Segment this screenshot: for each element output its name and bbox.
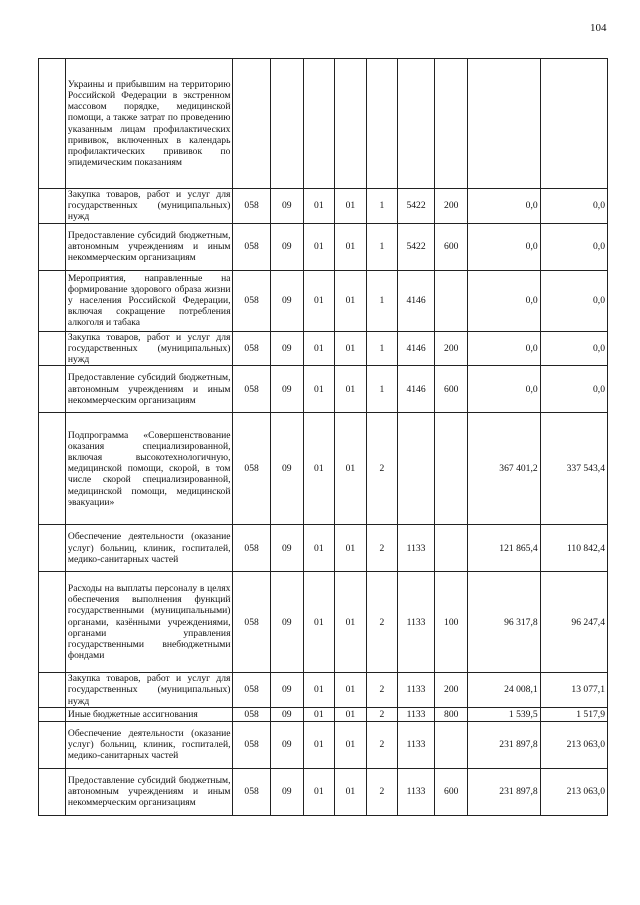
cell-expense-type — [435, 59, 468, 189]
cell-sum-1: 231 897,8 — [468, 768, 540, 815]
cell-direction: 1133 — [397, 673, 434, 708]
table-row — [39, 721, 608, 768]
cell-sum-1: 231 897,8 — [468, 721, 540, 768]
cell-pr — [303, 59, 334, 189]
cell-subprogram: 2 — [366, 413, 397, 525]
cell-ved: 058 — [233, 768, 270, 815]
cell-direction: 4146 — [397, 331, 434, 366]
cell-sum-1: 0,0 — [468, 270, 540, 331]
cell-rz: 09 — [270, 270, 303, 331]
cell-pr: 01 — [303, 572, 334, 673]
cell-rz: 09 — [270, 572, 303, 673]
cell-program: 01 — [334, 525, 366, 572]
cell-subprogram: 1 — [366, 189, 397, 224]
cell-subprogram: 1 — [366, 223, 397, 270]
table-row — [39, 366, 608, 413]
table-row — [39, 189, 608, 224]
cell-blank — [39, 707, 66, 721]
cell-expense-type: 800 — [435, 707, 468, 721]
table-row — [39, 223, 608, 270]
cell-ved: 058 — [233, 572, 270, 673]
cell-sum-1: 0,0 — [468, 189, 540, 224]
cell-pr: 01 — [303, 270, 334, 331]
cell-sum-2: 337 543,4 — [540, 413, 607, 525]
cell-rz: 09 — [270, 721, 303, 768]
cell-direction: 1133 — [397, 525, 434, 572]
cell-subprogram: 2 — [366, 525, 397, 572]
cell-name: Обеспечение деятельности (оказание услуг) больниц, клиник, госпиталей, медико-санитарных частей — [65, 525, 233, 572]
table-row — [39, 413, 608, 525]
cell-blank — [39, 768, 66, 815]
budget-table — [38, 58, 608, 816]
cell-rz: 09 — [270, 768, 303, 815]
cell-direction: 1133 — [397, 721, 434, 768]
cell-rz: 09 — [270, 331, 303, 366]
cell-blank — [39, 59, 66, 189]
cell-sum-2: 96 247,4 — [540, 572, 607, 673]
cell-name: Предоставление субсидий бюджетным, автономным учреждениям и иным некоммерческим организациям — [65, 223, 233, 270]
cell-expense-type — [435, 413, 468, 525]
cell-ved: 058 — [233, 707, 270, 721]
cell-name: Предоставление субсидий бюджетным, автономным учреждениям и иным некоммерческим организациям — [65, 768, 233, 815]
cell-program: 01 — [334, 707, 366, 721]
cell-program: 01 — [334, 721, 366, 768]
cell-expense-type: 100 — [435, 572, 468, 673]
cell-program: 01 — [334, 572, 366, 673]
table-row — [39, 768, 608, 815]
table-row — [39, 673, 608, 708]
table-row — [39, 270, 608, 331]
cell-name: Расходы на выплаты персоналу в целях обеспечения выполнения функций государственными (муниципальными) органами, казёнными учреждениями, органами управления государственными внебюджетными фондами — [65, 572, 233, 673]
table-row — [39, 331, 608, 366]
cell-subprogram: 1 — [366, 331, 397, 366]
cell-direction: 5422 — [397, 223, 434, 270]
cell-pr: 01 — [303, 331, 334, 366]
cell-subprogram: 1 — [366, 270, 397, 331]
cell-subprogram — [366, 59, 397, 189]
cell-sum-2: 0,0 — [540, 331, 607, 366]
table-row — [39, 572, 608, 673]
cell-program: 01 — [334, 768, 366, 815]
cell-program: 01 — [334, 270, 366, 331]
cell-ved: 058 — [233, 366, 270, 413]
cell-pr: 01 — [303, 189, 334, 224]
cell-direction: 4146 — [397, 270, 434, 331]
cell-direction — [397, 413, 434, 525]
cell-blank — [39, 673, 66, 708]
cell-blank — [39, 413, 66, 525]
cell-sum-1: 1 539,5 — [468, 707, 540, 721]
cell-sum-1: 0,0 — [468, 366, 540, 413]
cell-rz: 09 — [270, 189, 303, 224]
cell-expense-type — [435, 721, 468, 768]
cell-name: Мероприятия, направленные на формирование здорового образа жизни у населения Российской Федерации, включая сокращение потребления алкоголя и табака — [65, 270, 233, 331]
cell-name: Предоставление субсидий бюджетным, автономным учреждениям и иным некоммерческим организациям — [65, 366, 233, 413]
cell-pr: 01 — [303, 707, 334, 721]
cell-pr: 01 — [303, 366, 334, 413]
cell-sum-1: 24 008,1 — [468, 673, 540, 708]
cell-program: 01 — [334, 331, 366, 366]
cell-subprogram: 2 — [366, 572, 397, 673]
cell-sum-2: 213 063,0 — [540, 721, 607, 768]
cell-program: 01 — [334, 366, 366, 413]
table-row — [39, 707, 608, 721]
cell-name: Закупка товаров, работ и услуг для государственных (муниципальных) нужд — [65, 673, 233, 708]
cell-sum-1: 0,0 — [468, 223, 540, 270]
cell-ved: 058 — [233, 223, 270, 270]
cell-expense-type: 200 — [435, 673, 468, 708]
cell-ved: 058 — [233, 525, 270, 572]
cell-sum-2 — [540, 59, 607, 189]
cell-blank — [39, 223, 66, 270]
cell-sum-1 — [468, 59, 540, 189]
cell-program: 01 — [334, 413, 366, 525]
cell-direction: 5422 — [397, 189, 434, 224]
cell-rz: 09 — [270, 223, 303, 270]
cell-rz: 09 — [270, 673, 303, 708]
cell-ved: 058 — [233, 413, 270, 525]
cell-name: Закупка товаров, работ и услуг для государственных (муниципальных) нужд — [65, 331, 233, 366]
cell-ved: 058 — [233, 331, 270, 366]
cell-sum-2: 0,0 — [540, 366, 607, 413]
cell-direction: 1133 — [397, 707, 434, 721]
cell-direction: 4146 — [397, 366, 434, 413]
cell-pr: 01 — [303, 721, 334, 768]
cell-expense-type: 600 — [435, 223, 468, 270]
table-row — [39, 59, 608, 189]
cell-expense-type — [435, 525, 468, 572]
cell-sum-2: 0,0 — [540, 223, 607, 270]
cell-expense-type: 600 — [435, 768, 468, 815]
cell-rz: 09 — [270, 413, 303, 525]
cell-ved: 058 — [233, 270, 270, 331]
cell-expense-type: 600 — [435, 366, 468, 413]
cell-pr: 01 — [303, 413, 334, 525]
cell-direction: 1133 — [397, 572, 434, 673]
cell-direction — [397, 59, 434, 189]
cell-name: Иные бюджетные ассигнования — [65, 707, 233, 721]
cell-blank — [39, 721, 66, 768]
cell-name: Обеспечение деятельности (оказание услуг) больниц, клиник, госпиталей, медико-санитарных частей — [65, 721, 233, 768]
cell-expense-type — [435, 270, 468, 331]
cell-subprogram: 2 — [366, 673, 397, 708]
cell-pr: 01 — [303, 768, 334, 815]
cell-subprogram: 2 — [366, 721, 397, 768]
cell-blank — [39, 331, 66, 366]
cell-pr: 01 — [303, 525, 334, 572]
cell-program: 01 — [334, 223, 366, 270]
cell-sum-2: 110 842,4 — [540, 525, 607, 572]
table-row — [39, 525, 608, 572]
cell-ved — [233, 59, 270, 189]
cell-expense-type: 200 — [435, 331, 468, 366]
cell-pr: 01 — [303, 223, 334, 270]
cell-sum-1: 96 317,8 — [468, 572, 540, 673]
cell-blank — [39, 572, 66, 673]
cell-blank — [39, 366, 66, 413]
cell-direction: 1133 — [397, 768, 434, 815]
cell-sum-1: 367 401,2 — [468, 413, 540, 525]
cell-rz: 09 — [270, 525, 303, 572]
cell-ved: 058 — [233, 189, 270, 224]
cell-blank — [39, 189, 66, 224]
cell-name: Подпрограмма «Совершенствование оказания специализированной, включая высокотехнологичную, медицинской помощи, скорой, в том числе скорой специализированной, медицинской помощи, медицинской эвакуации» — [65, 413, 233, 525]
cell-rz — [270, 59, 303, 189]
cell-name: Украины и прибывшим на территорию Российской Федерации в экстренном массовом порядке, медицинской помощи, а также затрат по проведению указанным лицам профилактических прививок, включенных в календарь профилактических прививок по эпидемическим показаниям — [65, 59, 233, 189]
cell-sum-2: 0,0 — [540, 270, 607, 331]
cell-ved: 058 — [233, 673, 270, 708]
cell-sum-1: 0,0 — [468, 331, 540, 366]
table-body — [39, 59, 608, 816]
cell-subprogram: 1 — [366, 366, 397, 413]
cell-sum-1: 121 865,4 — [468, 525, 540, 572]
cell-pr: 01 — [303, 673, 334, 708]
cell-sum-2: 13 077,1 — [540, 673, 607, 708]
cell-rz: 09 — [270, 707, 303, 721]
cell-blank — [39, 525, 66, 572]
page-number: 104 — [590, 22, 607, 34]
cell-name: Закупка товаров, работ и услуг для государственных (муниципальных) нужд — [65, 189, 233, 224]
cell-ved: 058 — [233, 721, 270, 768]
cell-sum-2: 0,0 — [540, 189, 607, 224]
cell-rz: 09 — [270, 366, 303, 413]
cell-subprogram: 2 — [366, 707, 397, 721]
cell-subprogram: 2 — [366, 768, 397, 815]
cell-expense-type: 200 — [435, 189, 468, 224]
cell-program: 01 — [334, 189, 366, 224]
cell-sum-2: 213 063,0 — [540, 768, 607, 815]
cell-sum-2: 1 517,9 — [540, 707, 607, 721]
cell-program: 01 — [334, 673, 366, 708]
cell-blank — [39, 270, 66, 331]
cell-program — [334, 59, 366, 189]
